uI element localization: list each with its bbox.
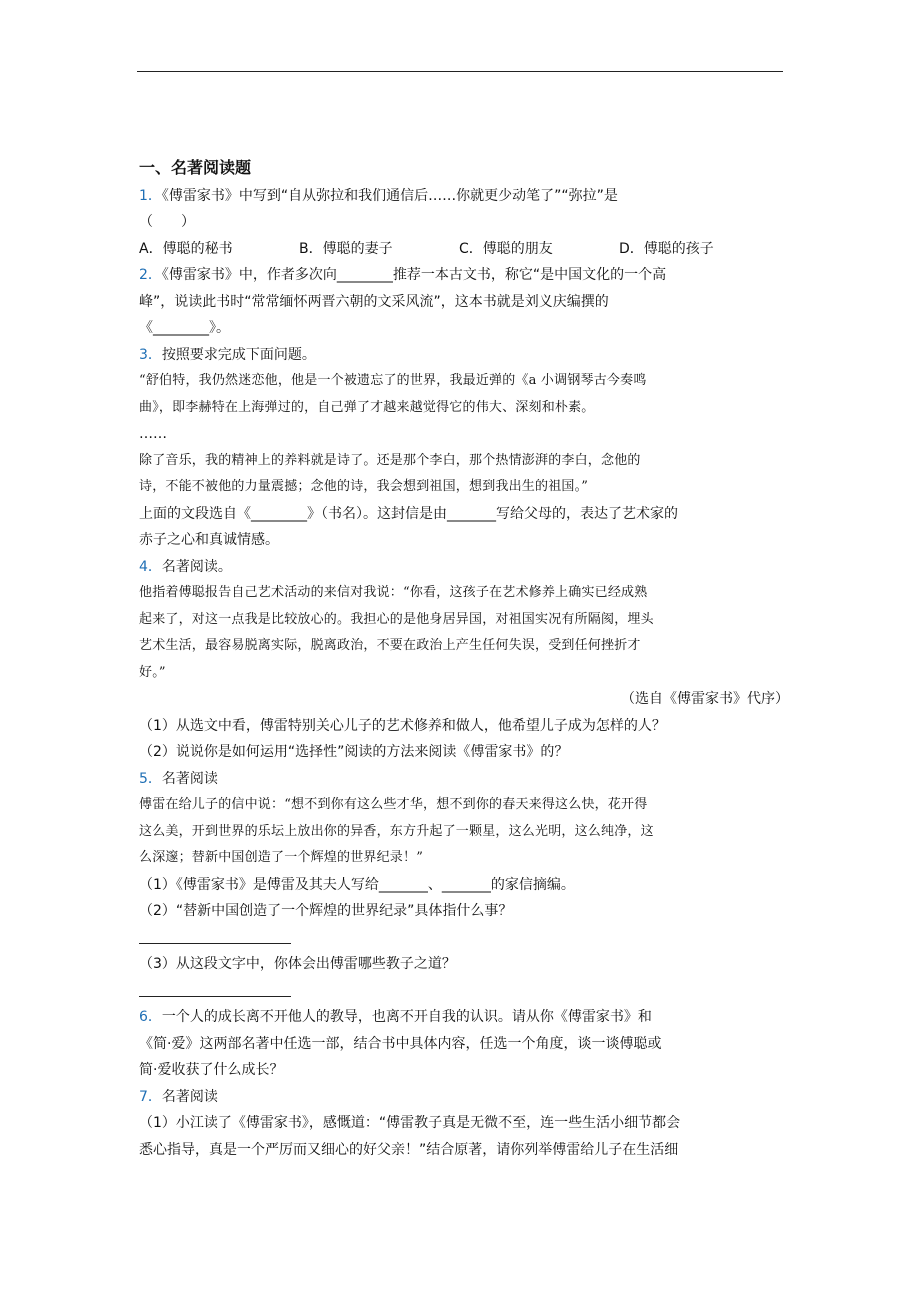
question-number: 5． <box>139 770 162 787</box>
option-c: C．傅聪的朋友 <box>459 240 553 257</box>
answer-bracket: （ ） <box>139 214 195 230</box>
question-text: 《傅雷家书》中写到“自从弥拉和我们通信后……你就更少动笔了”“弥拉”是 <box>161 187 618 204</box>
sub-question: （3）从这段文字中，你体会出傅雷哪些教子之道？ <box>139 956 456 972</box>
question-number: 7． <box>139 1088 162 1105</box>
quote-text: 这么美，开到世界的乐坛上放出你的异香，东方升起了一颗星，这么光明，这么纯净，这 <box>139 823 654 839</box>
option-b: B．傅聪的妻子 <box>299 240 393 257</box>
sub-question: （1）小江读了《傅雷家书》，感慨道：“傅雷教子真是无微不至，连一些生活小细节都会 <box>139 1115 681 1131</box>
question-7 <box>139 1084 789 1111</box>
sub-question: （2）说说你是如何运用“选择性”阅读的方法来阅读《傅雷家书》的？ <box>139 744 569 760</box>
question-5 <box>139 766 789 793</box>
source-citation: （选自《傅雷家书》代序） <box>621 691 789 707</box>
question-text: 《简·爱》这两部名著中任选一部，结合书中具体内容，任选一个角度，谈一谈傅聪或 <box>139 1035 662 1052</box>
quote-text: 傅雷在给儿子的信中说：“想不到你有这么些才华，想不到你的春天来得这么快，花开得 <box>139 797 648 812</box>
question-text: 《________》。 <box>139 320 230 336</box>
question-3 <box>139 342 789 369</box>
question-number: 6． <box>139 1009 162 1025</box>
quote-text: 他指着傅聪报告自己艺术活动的来信对我说：“你看，这孩子在艺术修养上确实已经成熟 <box>139 585 648 600</box>
quote-text: 诗，不能不被他的力量震撼；念他的诗，我会想到祖国，想到我出生的祖国。” <box>139 479 589 494</box>
question-2 <box>139 262 789 289</box>
question-4 <box>139 554 789 581</box>
question-text: 名著阅读。 <box>161 558 232 575</box>
question-6 <box>139 1004 789 1031</box>
answer-blank <box>139 984 291 997</box>
sub-question: 悉心指导，真是一个严厉而又细心的好父亲！”结合原著，请你列举傅雷给儿子在生活细 <box>139 1141 679 1158</box>
question-text: 赤子之心和真诚情感。 <box>139 532 279 548</box>
sub-question: （1）从选文中看，傅雷特别关心儿子的艺术修养和做人，他希望儿子成为怎样的人？ <box>139 717 666 734</box>
quote-text: 么深邃；替新中国创造了一个辉煌的世界纪录！” <box>139 850 424 865</box>
answer-line <box>139 978 789 1005</box>
quote-text: 曲》，即李赫特在上海弹过的，自己弹了才越来越觉得它的伟大、深刻和朴素。 <box>139 399 595 415</box>
section-title: 一、名著阅读题 <box>139 158 252 177</box>
question-1 <box>139 183 789 210</box>
question-text: 《傅雷家书》中，作者多次向________推荐一本古文书，称它“是中国文化的一个高 <box>161 267 667 283</box>
answer-blank <box>139 931 291 944</box>
question-text: 一个人的成长离不开他人的教导，也离不开自我的认识。请从你《傅雷家书》和 <box>161 1009 652 1025</box>
question-number: 4． <box>139 558 162 575</box>
question-number: 2． <box>139 267 162 283</box>
question-text: 峰”，说读此书时“常常缅怀两晋六朝的文采风流”，这本书就是刘义庆编撰的 <box>139 293 609 310</box>
question-number: 1． <box>139 187 162 204</box>
sub-question: （2）“替新中国创造了一个辉煌的世界纪录”具体指什么事？ <box>139 903 513 919</box>
question-text: 名著阅读 <box>161 770 218 787</box>
sub-question: （1）《傅雷家书》是傅雷及其夫人写给_______、_______的家信摘编。 <box>139 876 575 893</box>
quote-text: 起来了，对这一点我是比较放心的。我担心的是他身居异国，对祖国实况有所隔阂，埋头 <box>139 611 654 627</box>
header-rule <box>137 71 783 72</box>
question-text: 上面的文段选自《________》（书名）。这封信是由_______写给父母的，表达了艺术家的 <box>139 505 678 522</box>
options-row <box>139 236 789 263</box>
option-a: A．傅聪的秘书 <box>139 240 233 257</box>
quote-text: “舒伯特，我仍然迷恋他，他是一个被遗忘了的世界，我最近弹的《a 小调钢琴古今奏鸣 <box>139 373 647 388</box>
question-text: 名著阅读 <box>161 1088 218 1105</box>
question-text: 简·爱收获了什么成长？ <box>139 1062 284 1078</box>
document-body <box>139 155 789 1163</box>
question-text: 按照要求完成下面问题。 <box>161 346 316 363</box>
quote-text: 好。” <box>139 664 166 680</box>
quote-text: 除了音乐，我的精神上的养料就是诗了。还是那个李白，那个热情澎湃的李白，念他的 <box>139 452 641 468</box>
answer-line <box>139 925 789 952</box>
quote-text: 艺术生活，最容易脱离实际，脱离政治，不要在政治上产生任何失误，受到任何挫折才 <box>139 638 641 653</box>
ellipsis: …… <box>139 426 167 442</box>
question-number: 3． <box>139 346 162 363</box>
option-d: D．傅聪的孩子 <box>619 240 714 257</box>
